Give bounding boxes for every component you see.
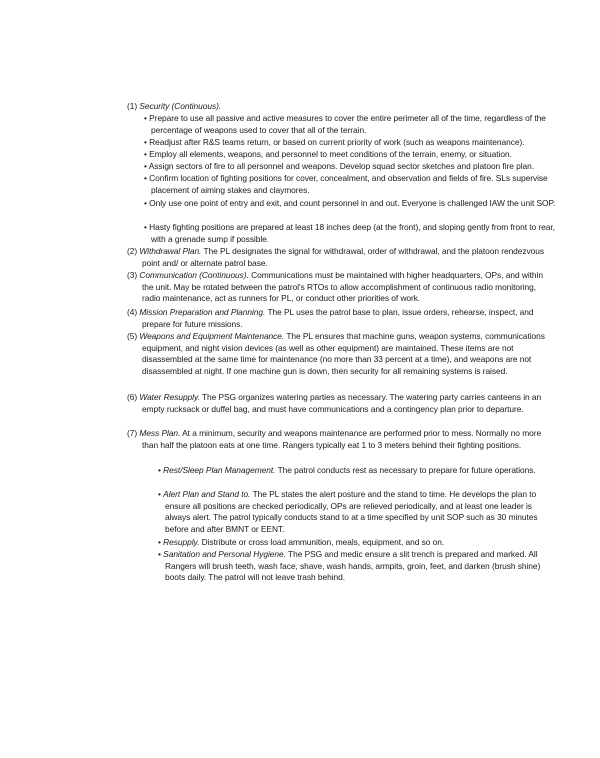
- bullet-title: Resupply.: [163, 537, 200, 547]
- item-title: Security (Continuous).: [139, 101, 222, 111]
- bullet-text: Confirm location of fighting positions for cover, concealment, and observation and fields of fire. SLs supervise placement of aiming stakes and claymores.: [149, 173, 548, 195]
- item-paragraph: [127, 428, 552, 451]
- item-weapons-maintenance: [127, 331, 552, 377]
- item-paragraph: [127, 392, 552, 415]
- security-bullet: • Only use one point of entry and exit, and count personnel in and out. Everyone is challenged IAW the unit SOP.: [144, 198, 556, 208]
- item-text: The PL ensures that machine guns, weapon systems, communications equipment, and night vision devices (as well as other equipment) are maintained. These items are not disassembled at the same time for maintenance (no more than 33 percent at a time), and weapons are not disassembled at night. If one machine gun is down, then security for all remaining systems is raised.: [142, 331, 545, 376]
- item-water-resupply: [127, 392, 552, 415]
- bullet-text: The PL states the alert posture and the stand to time. He develops the plan to ensure all positions are checked periodically, OPs are relieved periodically, and at least one leader is always alert. The patrol typically conducts stand to at a time specified by unit SOP such as 30 minutes before and after BMNT or EENT.: [165, 489, 538, 534]
- item-text: The PSG organizes watering parties as necessary. The watering party carries canteens in an empty rucksack or duffel bag, and must have communications and a contingency plan prior to departure.: [142, 392, 542, 414]
- item-title: Communication (Continuous).: [139, 270, 249, 280]
- item-paragraph: [127, 307, 552, 330]
- item-communication: [127, 270, 552, 305]
- bullet-text: The patrol conducts rest as necessary to prepare for future operations.: [277, 465, 536, 475]
- item-text: Communications must be maintained with higher headquarters, OPs, and within the unit. May be rotated between the patrol's RTOs to allow accomplishment of continuous radio monitoring, radio maintenance, act as runners for PL, or conduct other priorities of work.: [142, 270, 543, 304]
- security-bullet: • Prepare to use all passive and active measures to cover the entire perimeter all of the time, regardless of the percentage of weapons used to cover that all of the terrain.: [144, 113, 546, 135]
- item-number: (2): [127, 246, 138, 256]
- security-bullet: • Assign sectors of fire to all personnel and weapons. Develop squad sector sketches and platoon fire plan.: [144, 161, 535, 171]
- mess-plan-bullet: • Resupply. Distribute or cross load ammunition, meals, equipment, and so on.: [158, 537, 445, 547]
- item-paragraph: [127, 246, 552, 269]
- security-bullet: • Confirm location of fighting positions for cover, concealment, and observation and fields of fire. SLs supervise placement of aiming stakes and claymores.: [144, 173, 548, 195]
- item-heading: [127, 101, 552, 113]
- bullet-text: The PSG and medic ensure a slit trench is prepared and marked. All Rangers will brush teeth, wash face, shave, wash hands, armpits, groin, feet, and darken (brush shine) boots daily. The patrol will not leave trash behind.: [165, 549, 541, 583]
- item-number: (1): [127, 101, 138, 111]
- bullet-text: Employ all elements, weapons, and personnel to meet conditions of the terrain, enemy, or situation.: [149, 149, 512, 159]
- bullet-text: Hasty fighting positions are prepared at least 18 inches deep (at the front), and sloping gently from front to rear, with a grenade sump if possible.: [149, 222, 555, 244]
- security-bullet: • Employ all elements, weapons, and personnel to meet conditions of the terrain, enemy, or situation.: [144, 149, 512, 159]
- item-text: At a minimum, security and weapons maintenance are performed prior to mess. Normally no more than half the platoon eats at one time. Rangers typically eat 1 to 3 meters behind their fighting positions.: [142, 428, 542, 450]
- item-title: Withdrawal Plan.: [139, 246, 202, 256]
- item-number: (4): [127, 307, 138, 317]
- item-number: (6): [127, 392, 138, 402]
- security-bullet: • Hasty fighting positions are prepared at least 18 inches deep (at the front), and sloping gently from front to rear, with a grenade sump if possible.: [144, 222, 555, 244]
- bullet-title: Rest/Sleep Plan Management.: [163, 465, 276, 475]
- item-title: Mission Preparation and Planning.: [139, 307, 266, 317]
- bullet-text: Only use one point of entry and exit, and count personnel in and out. Everyone is challenged IAW the unit SOP.: [149, 198, 556, 208]
- item-paragraph: [127, 270, 552, 305]
- item-paragraph: [127, 331, 552, 377]
- item-title: Weapons and Equipment Maintenance.: [139, 331, 285, 341]
- item-withdrawal-plan: [127, 246, 552, 269]
- mess-plan-bullet: • Rest/Sleep Plan Management. The patrol conducts rest as necessary to prepare for future operations.: [158, 465, 536, 475]
- bullet-text: Distribute or cross load ammunition, meals, equipment, and so on.: [201, 537, 445, 547]
- item-number: (3): [127, 270, 138, 280]
- bullet-title: Sanitation and Personal Hygiene.: [163, 549, 286, 559]
- item-number: (5): [127, 331, 138, 341]
- bullet-text: Readjust after R&S teams return, or based on current priority of work (such as weapons maintenance).: [149, 137, 525, 147]
- item-text: The PL designates the signal for withdrawal, order of withdrawal, and the platoon rendezvous point and/ or alternate patrol base.: [142, 246, 545, 268]
- item-title: Water Resupply.: [139, 392, 200, 402]
- bullet-title: Alert Plan and Stand to.: [163, 489, 251, 499]
- item-security: [127, 101, 552, 113]
- item-mess-plan: [127, 428, 552, 451]
- security-bullet: • Readjust after R&S teams return, or based on current priority of work (such as weapons maintenance).: [144, 137, 525, 147]
- item-mission-preparation: [127, 307, 552, 330]
- item-title: Mess Plan.: [139, 428, 181, 438]
- item-number: (7): [127, 428, 138, 438]
- item-text: The PL uses the patrol base to plan, issue orders, rehearse, inspect, and prepare for future missions.: [142, 307, 534, 329]
- bullet-text: Assign sectors of fire to all personnel and weapons. Develop squad sector sketches and platoon fire plan.: [148, 161, 535, 171]
- mess-plan-bullet: • Alert Plan and Stand to. The PL states the alert posture and the stand to time. He develops the plan to ensure all positions are checked periodically, OPs are relieved periodically, and at least one leader is always alert. The patrol typically conducts stand to at a time specified by unit SOP such as 30 minutes before and after BMNT or EENT.: [158, 489, 538, 534]
- bullet-text: Prepare to use all passive and active measures to cover the entire perimeter all of the time, regardless of the percentage of weapons used to cover that all of the terrain.: [149, 113, 546, 135]
- mess-plan-bullet: • Sanitation and Personal Hygiene. The PSG and medic ensure a slit trench is prepared and marked. All Rangers will brush teeth, wash face, shave, wash hands, armpits, groin, feet, and darken (brush shine) boots daily. The patrol will not leave trash behind.: [158, 549, 541, 583]
